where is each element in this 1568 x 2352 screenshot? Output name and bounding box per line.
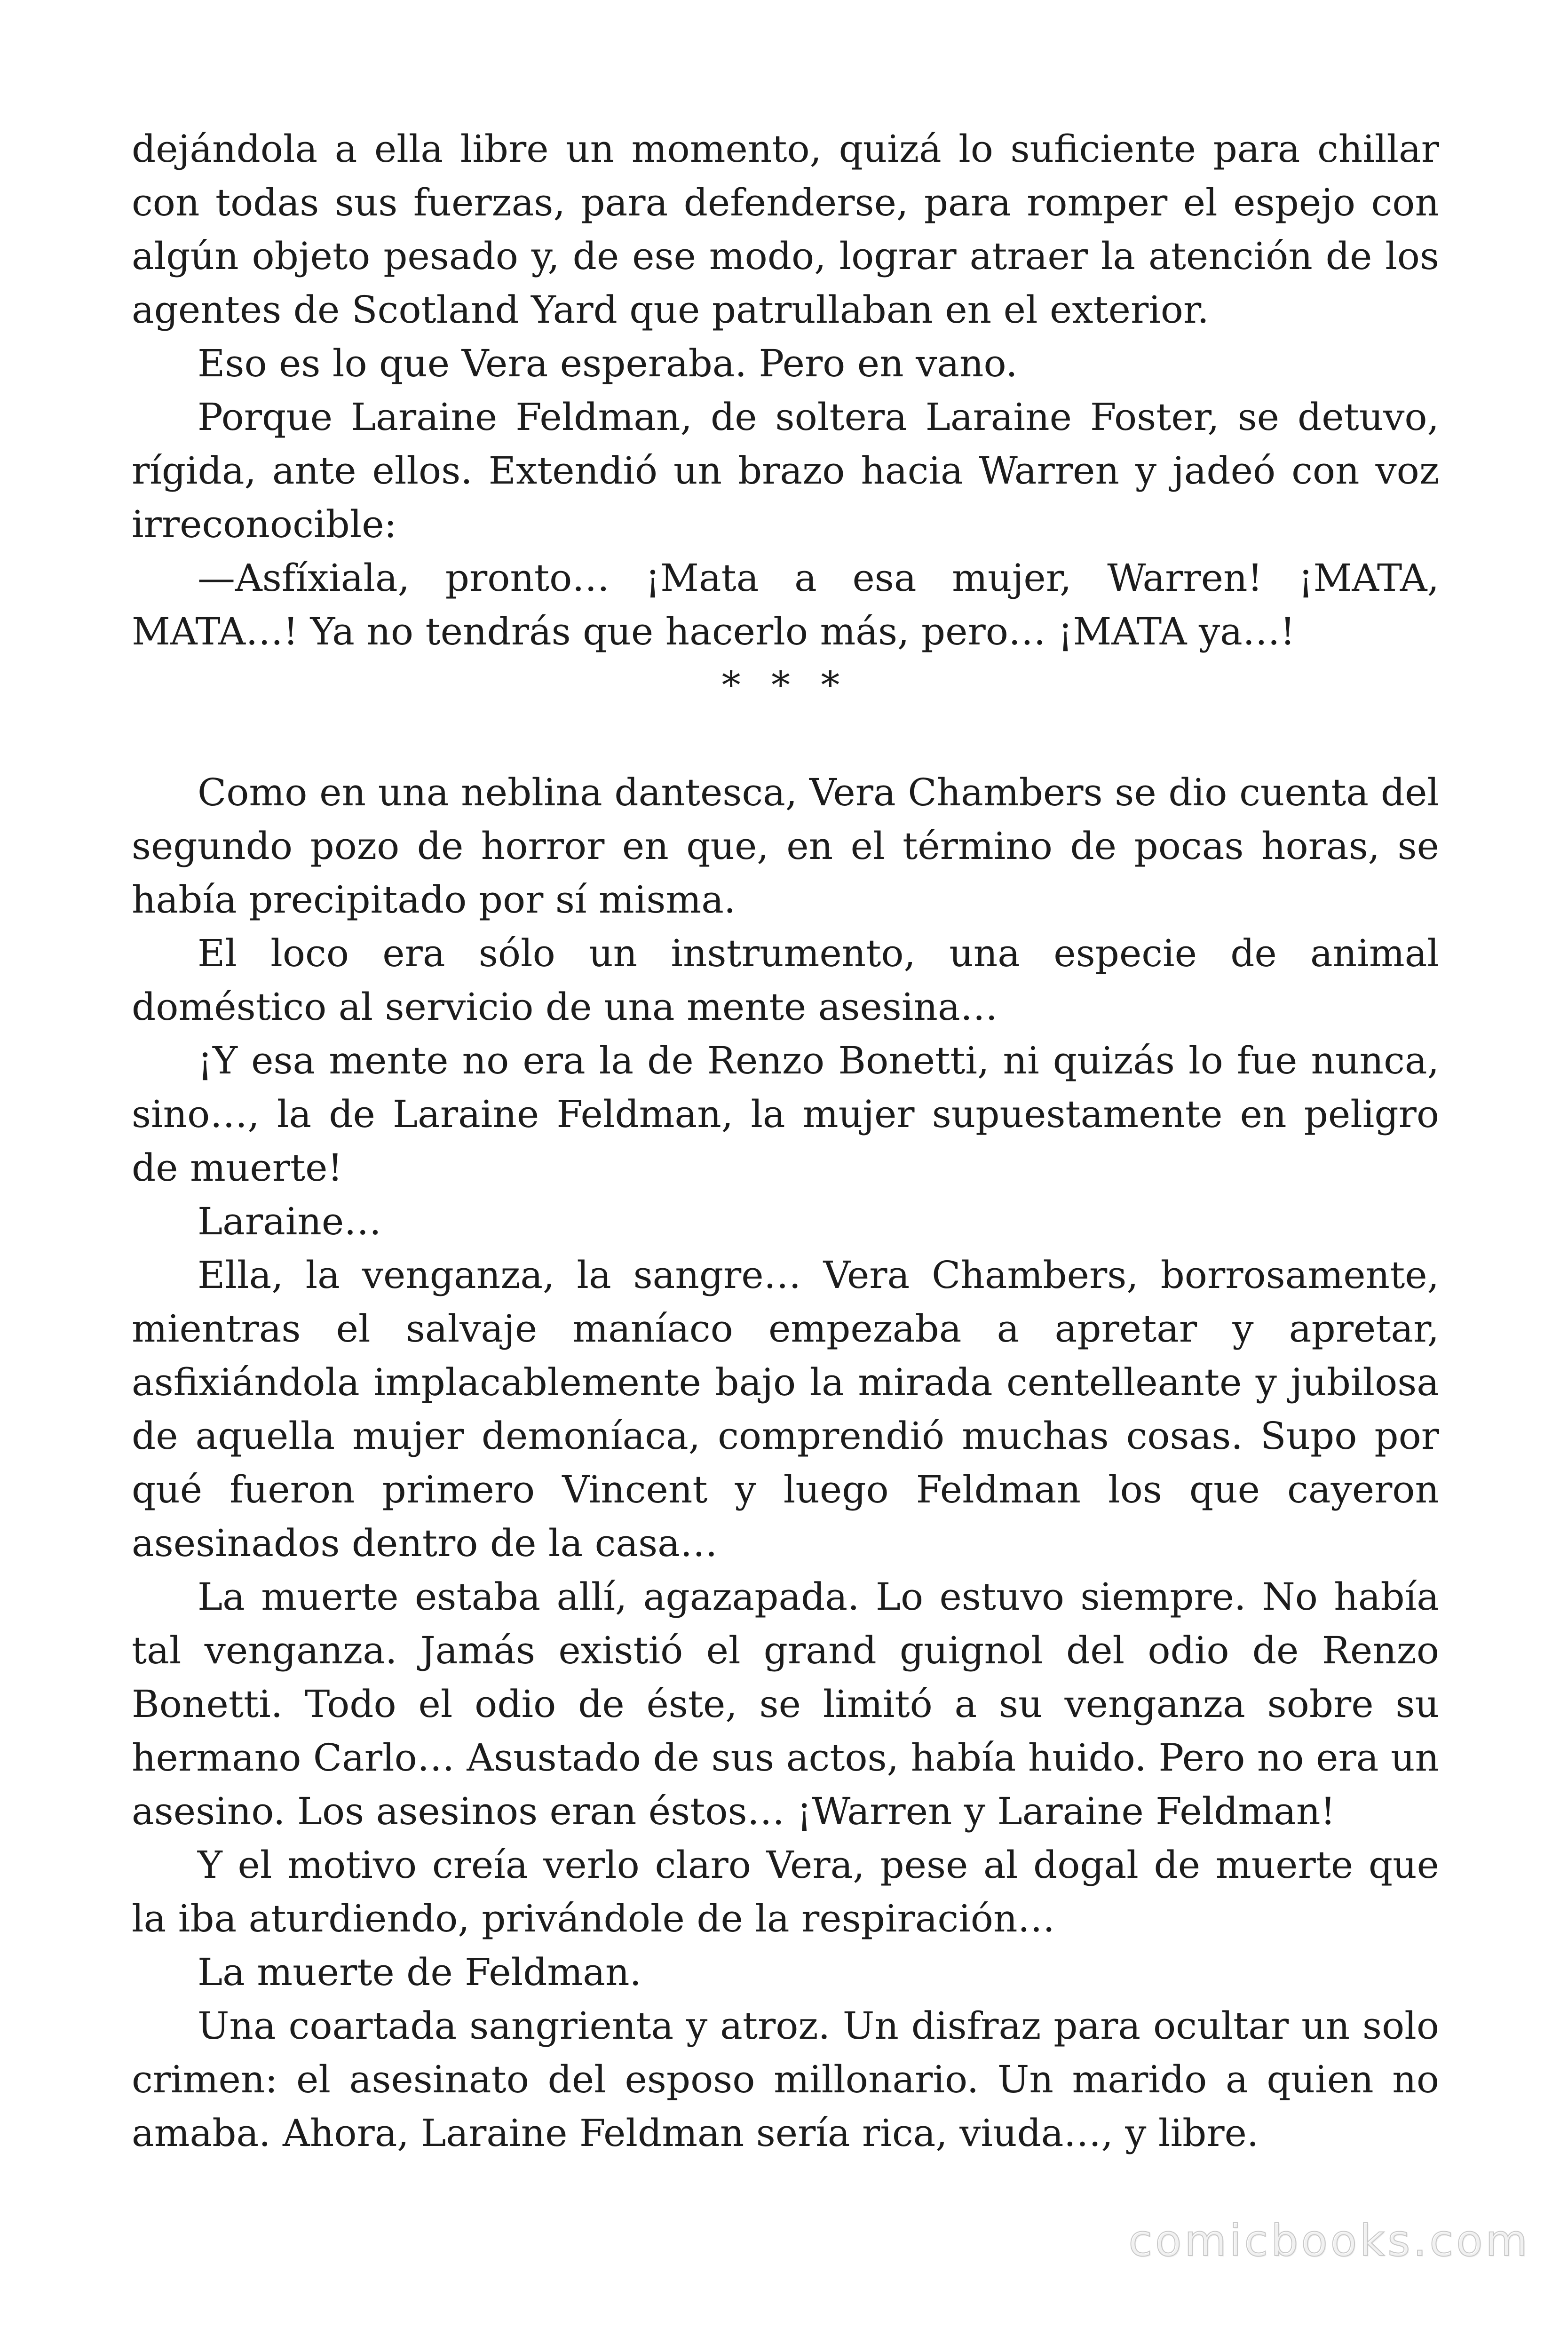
paragraph: Eso es lo que Vera esperaba. Pero en vano.	[198, 342, 1018, 385]
paragraph: Laraine…	[198, 1200, 382, 1243]
paragraph: Y el motivo creía verlo claro Vera, pese al dogal de muerte que la iba aturdiendo, privándole de la respiración…	[132, 1843, 1439, 1940]
paragraph: Como en una neblina dantesca, Vera Chambers se dio cuenta del segundo pozo de horror en que, en el término de pocas horas, se había precipitado por sí misma.	[132, 771, 1439, 922]
paragraph: Ella, la venganza, la sangre… Vera Chambers, borrosamente, mientras el salvaje maníaco empezaba a apretar y apretar, asfixiándola implacablemente bajo la mirada centelleante y jubilosa de aquella mujer demoníaca, comprendió muchas cosas. Supo por qué fueron primero Vincent y luego Feldman los que cayeron asesinados dentro de la casa…	[132, 1253, 1439, 1565]
paragraph-dialogue: —Asfíxiala, pronto… ¡Mata a esa mujer, Warren! ¡MATA, MATA…! Ya no tendrás que hacerlo más, pero… ¡MATA ya…!	[132, 556, 1439, 653]
paragraph-continuation: dejándola a ella libre un momento, quizá lo suficiente para chillar con todas sus fuerzas, para defenderse, para romper el espejo con algún objeto pesado y, de ese modo, lograr atraer la atención de los agentes de Scotland Yard que patrullaban en el exterior.	[132, 127, 1439, 332]
paragraph: La muerte de Feldman.	[198, 1950, 641, 1994]
paragraph: El loco era sólo un instrumento, una especie de animal doméstico al servicio de una mente asesina…	[132, 931, 1439, 1029]
paragraph: La muerte estaba allí, agazapada. Lo estuvo siempre. No había tal venganza. Jamás existió el grand guignol del odio de Renzo Bonetti. Todo el odio de éste, se limitó a su venganza sobre su hermano Carlo… Asustado de sus actos, había huido. Pero no era un asesino. Los asesinos eran éstos… ¡Warren y Laraine Feldman!	[132, 1575, 1439, 1833]
paragraph: Porque Laraine Feldman, de soltera Laraine Foster, se detuvo, rígida, ante ellos. Extendió un brazo hacia Warren y jadeó con voz irreconocible:	[132, 395, 1439, 546]
paragraph: Una coartada sangrienta y atroz. Un disfraz para ocultar un solo crimen: el asesinato del esposo millonario. Un marido a quien no amaba. Ahora, Laraine Feldman sería rica, viuda…, y libre.	[132, 2004, 1439, 2155]
page-text	[132, 122, 1439, 2155]
watermark-logo: comicbooks.com	[1128, 2216, 1530, 2266]
paragraph: ¡Y esa mente no era la de Renzo Bonetti, ni quizás lo fue nunca, sino…, la de Laraine Feldman, la mujer supuestamente en peligro de muerte!	[132, 1039, 1439, 1190]
scene-break-asterisks: * * *	[721, 663, 849, 707]
